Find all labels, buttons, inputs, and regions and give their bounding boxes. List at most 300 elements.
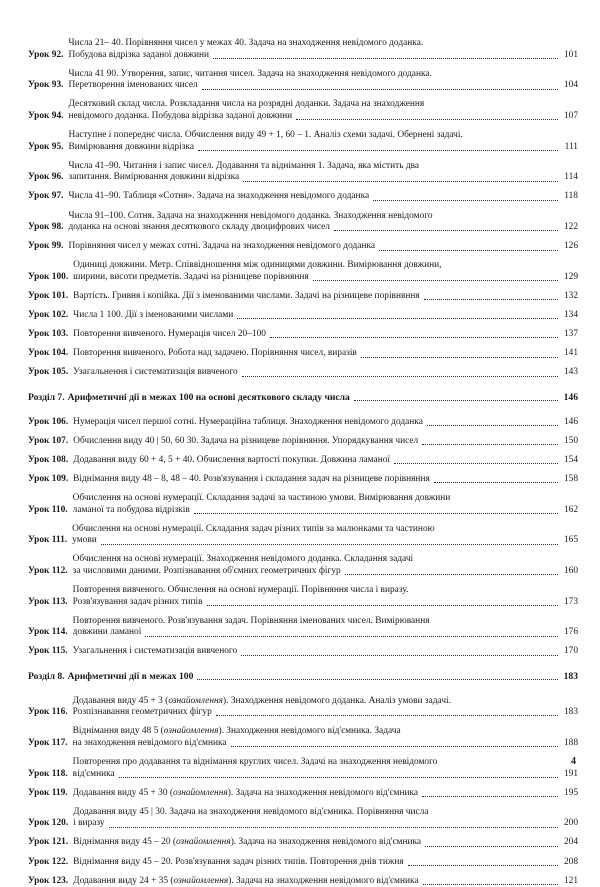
toc-lesson-entry[interactable] [28,696,578,719]
entry-row [28,646,578,658]
lesson-label: Урок 99. [28,241,64,252]
entry-title-block [72,524,578,547]
entry-title-emphasis: ознайомлення [163,726,219,737]
lesson-label: Урок 118. [28,768,68,779]
entry-title-block [65,392,578,404]
entry-line [73,707,578,719]
toc-lesson-entry[interactable] [28,807,578,830]
entry-line [73,876,578,887]
toc-lesson-entry[interactable] [28,554,578,577]
entry-title-fragment: ). Задача на знаходження невідомого від'ємника [230,837,422,848]
lesson-label: Урок 95. [28,141,64,152]
entry-line [73,260,578,272]
lesson-label: Урок 110. [28,504,68,515]
entry-title-block [68,211,578,234]
entry-page-number: 118 [564,191,578,202]
entry-line [68,161,578,173]
lesson-label: Урок 111. [28,535,68,546]
entry-title-block [73,291,578,303]
dot-leader [424,298,558,300]
entry-page-number: 154 [563,454,578,465]
entry-row [28,671,578,683]
lesson-label: Урок 93. [28,80,64,91]
toc-lesson-entry[interactable] [28,585,578,608]
entry-title-fragment: Віднімання виду 48 5 ( [72,726,164,737]
dot-leader [394,462,558,464]
dot-leader [198,149,558,151]
dot-leader [197,678,558,680]
section-label: Розділ 7. [28,391,65,403]
lesson-label: Урок 113. [28,596,68,607]
entry-page-number: 162 [563,504,578,515]
toc-lesson-entry[interactable] [28,757,578,780]
toc-lesson-entry[interactable] [28,646,578,658]
entry-line [73,566,578,578]
entry-title-line-1: Узагальнення і систематизація вивченого [72,646,238,657]
lesson-label: Урок 119. [28,787,68,798]
entry-line [73,505,578,517]
entry-page-number: 173 [563,596,578,607]
lesson-label: Урок 106. [28,416,69,427]
entry-row [28,554,578,577]
entry-title-fragment: ). Задача на знаходження невідомого від'ємника [228,875,419,886]
toc-lesson-entry[interactable] [28,291,578,303]
toc-lesson-entry[interactable] [28,211,578,234]
lesson-label: Урок 97. [28,191,64,202]
lesson-label: Урок 121. [28,837,69,848]
entry-title-block [73,554,578,577]
entry-row [28,857,578,869]
entry-title-line-1: Віднімання виду 45 – 20. Розв'язування задач різних типів. Повторення днів тижня [73,856,404,867]
entry-row [28,329,578,341]
toc-lesson-entry[interactable] [28,417,578,429]
entry-title-line-1 [73,876,418,887]
dot-leader [373,199,558,201]
entry-row [28,291,578,303]
entry-title-block [73,474,578,486]
dot-leader [361,356,558,358]
dot-leader [334,229,558,231]
entry-title-block [68,130,578,153]
entry-title-block [73,857,578,869]
entry-page-number: 158 [563,473,578,484]
entry-row [28,436,578,448]
dot-leader [101,543,558,545]
entry-title-block [73,876,578,887]
entry-title-emphasis: ознайомлення [173,787,228,798]
entry-title-line-1: Арифметичні дії в межах 100 на основі десяткового складу числа [67,391,350,403]
entry-title-line-1: Числа 91–100. Сотня. Задача на знаходження невідомого доданка. Знаходження невідомого [68,210,433,221]
toc-lesson-entry[interactable] [28,436,578,448]
entry-title-line-1: Числа 41 90. Утворення, запис, читання чисел. Задача на знаходження невідомого доданка. [68,68,432,79]
dot-leader [213,57,558,59]
entry-line [73,818,578,830]
entry-line [65,671,578,683]
table-of-contents-list [28,38,578,887]
entry-title-line-1: Обчислення на основі нумерації. Знаходження невідомого доданка. Складання задачі [72,554,414,565]
lesson-label: Урок 96. [28,172,64,183]
entry-row [28,807,578,830]
dot-leader [434,481,558,483]
entry-title-line-1: Обчислення виду 40 | 50, 60 30. Задача на різницеве порівняння. Упорядкування чисел [73,435,419,446]
toc-lesson-entry[interactable] [28,876,578,887]
entry-title-line-1: Наступне і попереднє числа. Обчислення виду 49 + 1, 60 – 1. Аналіз схеми задачі. Обернені задачі. [68,130,463,141]
entry-line [73,837,578,849]
entry-line [73,807,578,819]
entry-title-fragment: Додавання виду 45 + 30 ( [72,787,173,798]
entry-line [73,554,578,566]
entry-line [68,111,578,123]
entry-row [28,348,578,360]
dot-leader [241,654,558,656]
entry-title-emphasis: ознайомлення [173,875,229,886]
entry-title-line-1: Повторення вивченого. Розв'язування задач. Порівняння іменованих чисел. Вимірювання [72,615,430,626]
entry-title-block [73,260,578,283]
toc-lesson-entry[interactable] [28,130,578,153]
entry-line [68,38,578,50]
entry-row [28,788,578,800]
entry-page-number: 114 [564,172,578,183]
entry-title-line-1: Вартість. Гривня і копійка. Дії з іменованими числами. Задачі на різницеве порівняння [73,291,420,301]
entry-page-number: 134 [563,310,578,321]
entry-line [73,757,578,769]
dot-leader [231,745,558,747]
entry-line [68,50,578,62]
entry-line [73,597,578,609]
entry-title-line-2: Вимірювання довжини відрізка [68,141,194,152]
entry-page-number: 183 [563,670,578,682]
entry-row [28,392,578,404]
lesson-label: Урок 94. [28,110,64,121]
toc-lesson-entry[interactable] [28,241,578,253]
entry-page-number: 188 [563,737,578,748]
entry-title-line-1: Повторення вивченого. Робота над задачею. Порівняння чисел, виразів [73,348,357,359]
entry-line [72,535,578,547]
toc-lesson-entry[interactable] [28,191,578,203]
entry-page-number: 137 [563,329,578,340]
entry-title-block [73,455,578,467]
entry-title-line-1: Узагальнення і систематизація вивченого [73,367,238,378]
entry-title-line-2: за числовими даними. Розпізнавання об'ємних геометричних фігур [72,565,341,576]
entry-title-block [68,38,578,61]
entry-row [28,585,578,608]
dot-leader [194,512,558,514]
toc-lesson-entry[interactable] [28,310,578,322]
entry-title-block [73,329,578,341]
entry-title-line-1 [73,726,401,736]
entry-line [73,493,578,505]
dot-leader [345,573,558,575]
entry-page-number: 104 [563,80,578,91]
dot-leader [237,317,558,319]
toc-lesson-entry[interactable] [28,616,578,639]
lesson-label: Урок 112. [28,565,68,576]
toc-lesson-entry[interactable] [28,788,578,800]
dot-leader [379,249,558,251]
entry-title-block [73,616,578,639]
entry-line [73,627,578,639]
dot-leader [313,279,558,281]
lesson-label: Урок 104. [28,348,69,359]
entry-line [73,310,578,322]
toc-section-entry[interactable] [28,392,578,404]
entry-title-block [68,161,578,184]
entry-title-fragment: Віднімання виду 45 – 20 ( [73,837,176,848]
lesson-label: Урок 117. [28,737,68,748]
entry-title-line-1: Додавання виду 60 + 4, 5 + 40. Обчислення вартості покупки. Довжина ламаної [73,454,391,465]
entry-title-line-1: Числа 41–90. Таблиця «Сотня». Задача на знаходження невідомого доданка [68,191,370,202]
entry-title-line-2: запитання. Вимірювання довжини відрізка [68,172,240,183]
entry-title-line-1: Десятковий склад числа. Розкладання числа на розрядні доданки. Задача на знаходження [68,99,425,110]
lesson-label: Урок 116. [28,707,68,718]
entry-title-line-2: ширини, висоти предметів. Задачі на різницеве порівняння [73,271,309,282]
entry-page-number: 195 [563,787,578,798]
entry-page-number: 160 [563,565,578,576]
dot-leader [216,714,558,716]
entry-title-line-1: Порівняння чисел у межах сотні. Задача на знаходження невідомого доданка [68,241,376,252]
entry-line [73,291,578,303]
toc-lesson-entry[interactable] [28,99,578,122]
toc-lesson-entry[interactable] [28,857,578,869]
entry-page-number: 200 [563,818,578,829]
toc-lesson-entry[interactable] [28,524,578,547]
lesson-label: Урок 98. [28,222,64,233]
entry-title-emphasis: ознайомлення [175,837,231,848]
dot-leader [427,424,558,426]
dot-leader [422,795,558,797]
entry-page-number: 146 [563,416,578,427]
entry-title-fragment: Додавання виду 45 + 3 ( [72,695,169,706]
entry-page-number: 111 [564,141,578,152]
dot-leader [242,375,558,377]
entry-title-line-2: від'ємника [72,768,115,779]
entry-title-line-1: Віднімання виду 48 – 8, 48 – 40. Розв'язування і складання задач на різницеве порівняння [73,473,430,484]
entry-page-number: 146 [563,391,578,403]
lesson-label: Урок 122. [28,856,69,867]
entry-row [28,417,578,429]
entry-row [28,99,578,122]
entry-page-number: 126 [563,241,578,252]
entry-row [28,726,578,749]
entry-row [28,455,578,467]
entry-line [73,417,578,429]
entry-page-number: 208 [563,856,578,867]
entry-title-line-2: Розпізнавання геометричних фігур [72,707,212,718]
entry-row [28,616,578,639]
dot-leader [423,883,558,885]
entry-row [28,493,578,516]
entry-title-emphasis: ознайомлення [168,695,224,706]
lesson-label: Урок 92. [28,49,64,60]
entry-line [68,130,578,142]
entry-page-number: 165 [563,535,578,546]
entry-title-block [65,671,578,683]
entry-title-block [73,726,578,749]
entry-title-line-2: невідомого доданка. Побудова відрізка заданої довжини [68,110,293,121]
entry-row [28,260,578,283]
entry-row [28,757,578,780]
entry-row [28,524,578,547]
entry-title-fragment: ). Знаходження невідомого доданка. Аналіз умови задачі. [223,695,451,706]
lesson-label: Урок 103. [28,329,69,340]
entry-title-block [73,696,578,719]
entry-title-block [68,191,578,203]
toc-lesson-entry[interactable] [28,38,578,61]
page-folio-number: 4 [571,756,576,767]
toc-lesson-entry[interactable] [28,474,578,486]
entry-title-block [73,310,578,322]
dot-leader [109,826,558,828]
entry-title-line-1: Обчислення на основі нумерації. Складання задачі за частиною умови. Вимірювання довжини [72,492,451,503]
entry-title-line-2: і виразу [73,818,105,829]
entry-page-number: 107 [563,110,578,121]
toc-lesson-entry[interactable] [28,493,578,516]
entry-line [73,455,578,467]
entry-line [73,696,578,708]
entry-title-line-1 [73,788,418,800]
dot-leader [354,399,558,401]
entry-title-line-1: Повторення вивченого. Нумерація чисел 20–100 [73,329,266,340]
entry-page-number: 143 [563,367,578,378]
entry-page-number: 150 [563,435,578,446]
toc-lesson-entry[interactable] [28,367,578,379]
entry-row [28,876,578,887]
entry-line [65,392,578,404]
entry-title-line-1: Повторення про додавання та віднімання круглих чисел. Задачі на знаходження невідомого [72,756,438,767]
entry-title-block [68,99,578,122]
dot-leader [270,336,558,338]
entry-line [73,329,578,341]
entry-line [68,142,578,154]
lesson-label: Урок 107. [28,435,69,446]
entry-title-line-2: умови [72,535,97,546]
entry-line [68,222,578,234]
lesson-label: Урок 123. [28,875,69,886]
entry-line [68,69,578,81]
entry-line [73,726,578,738]
entry-line [73,348,578,360]
lesson-label: Урок 102. [28,310,69,321]
entry-title-block [68,69,578,92]
entry-line [73,646,578,658]
entry-title-block [73,436,578,448]
entry-row [28,696,578,719]
entry-line [73,857,578,869]
entry-page-number: 170 [563,646,578,657]
lesson-label: Урок 101. [28,291,69,301]
entry-title-line-1: Числа 1 100. Дії з іменованими числами [73,310,234,321]
lesson-label: Урок 100. [28,271,69,282]
entry-title-block [73,348,578,360]
entry-row [28,130,578,153]
entry-line [68,99,578,111]
entry-title-block [73,585,578,608]
entry-title-block [73,837,578,849]
toc-lesson-entry[interactable] [28,348,578,360]
entry-row [28,241,578,253]
entry-title-line-1: Додавання виду 45 | 30. Задача на знаходження невідомого від'ємника. Порівняння числа [73,806,429,817]
entry-title-block [73,493,578,516]
entry-line [68,191,578,203]
entry-title-line-1: Повторення вивченого. Обчислення на основі нумерації. Порівняння числа і виразу. [72,585,409,595]
entry-title-block [73,757,578,780]
entry-line [73,474,578,486]
entry-title-line-2: доданка на основі знання десяткового складу двоцифрових чисел [68,222,330,233]
entry-line [68,80,578,92]
section-label: Розділ 8. [28,670,65,682]
lesson-label: Урок 115. [28,646,68,657]
entry-title-line-1 [73,696,451,706]
entry-line [73,367,578,379]
entry-row [28,211,578,234]
entry-title-block [73,788,578,800]
dot-leader [119,776,558,778]
entry-title-line-1: Числа 41–90. Читання і запис чисел. Додавання та віднімання 1. Задача, яка містить два [68,160,420,171]
entry-page-number: 141 [563,348,578,359]
toc-lesson-entry[interactable] [28,69,578,92]
entry-line [73,585,578,597]
entry-title-line-1: Нумерація чисел першої сотні. Нумераційна таблиця. Знаходження невідомого доданка [73,416,423,427]
entry-title-block [73,807,578,830]
entry-page-number: 129 [563,271,578,282]
lesson-label: Урок 114. [28,627,68,638]
entry-line [73,616,578,628]
dot-leader [408,864,558,866]
entry-line [72,524,578,536]
toc-lesson-entry[interactable] [28,455,578,467]
entry-title-line-2: на знаходження невідомого від'ємника [72,737,227,748]
entry-title-line-1: Одиниці довжини. Метр. Співвідношення між одиницями довжини. Вимірювання довжини, [73,260,442,271]
dot-leader [296,118,558,120]
dot-leader [422,443,558,445]
entry-page-number: 191 [563,768,578,779]
entry-line [68,172,578,184]
entry-title-fragment: Додавання виду 24 + 35 ( [73,875,174,886]
toc-lesson-entry[interactable] [28,329,578,341]
dot-leader [243,180,558,182]
entry-title-fragment: ). Знаходження невідомого від'ємника. Задача [218,726,401,737]
entry-page-number: 183 [563,707,578,718]
entry-title-block [73,367,578,379]
entry-title-line-2: ламаної та побудова відрізків [72,504,190,515]
toc-section-entry[interactable] [28,671,578,683]
entry-page-number: 101 [563,49,578,60]
entry-row [28,161,578,184]
entry-row [28,837,578,849]
toc-lesson-entry[interactable] [28,726,578,749]
entry-title-block [68,241,578,253]
entry-title-block [73,646,578,658]
entry-page-number: 204 [563,837,578,848]
lesson-label: Урок 105. [28,367,69,378]
entry-title-line-2: Розв'язування задач різних типів [72,596,203,607]
entry-title-line-1: Числа 21– 40. Порівняння чисел у межах 40. Задача на знаходження невідомого доданка. [68,38,424,48]
entry-title-line-2: Побудова відрізка заданої довжини [68,49,210,60]
toc-lesson-entry[interactable] [28,837,578,849]
toc-lesson-entry[interactable] [28,161,578,184]
entry-row [28,69,578,92]
entry-page-number: 176 [563,627,578,638]
entry-title-line-1 [73,837,421,849]
entry-line [73,272,578,284]
dot-leader [145,635,558,637]
toc-lesson-entry[interactable] [28,260,578,283]
dot-leader [425,845,558,847]
entry-row [28,38,578,61]
entry-title-line-1: Обчислення на основі нумерації. Складання задач різних типів за малюнками та частиною [72,523,435,534]
entry-title-line-1: Арифметичні дії в межах 100 [67,670,194,682]
entry-row [28,191,578,203]
